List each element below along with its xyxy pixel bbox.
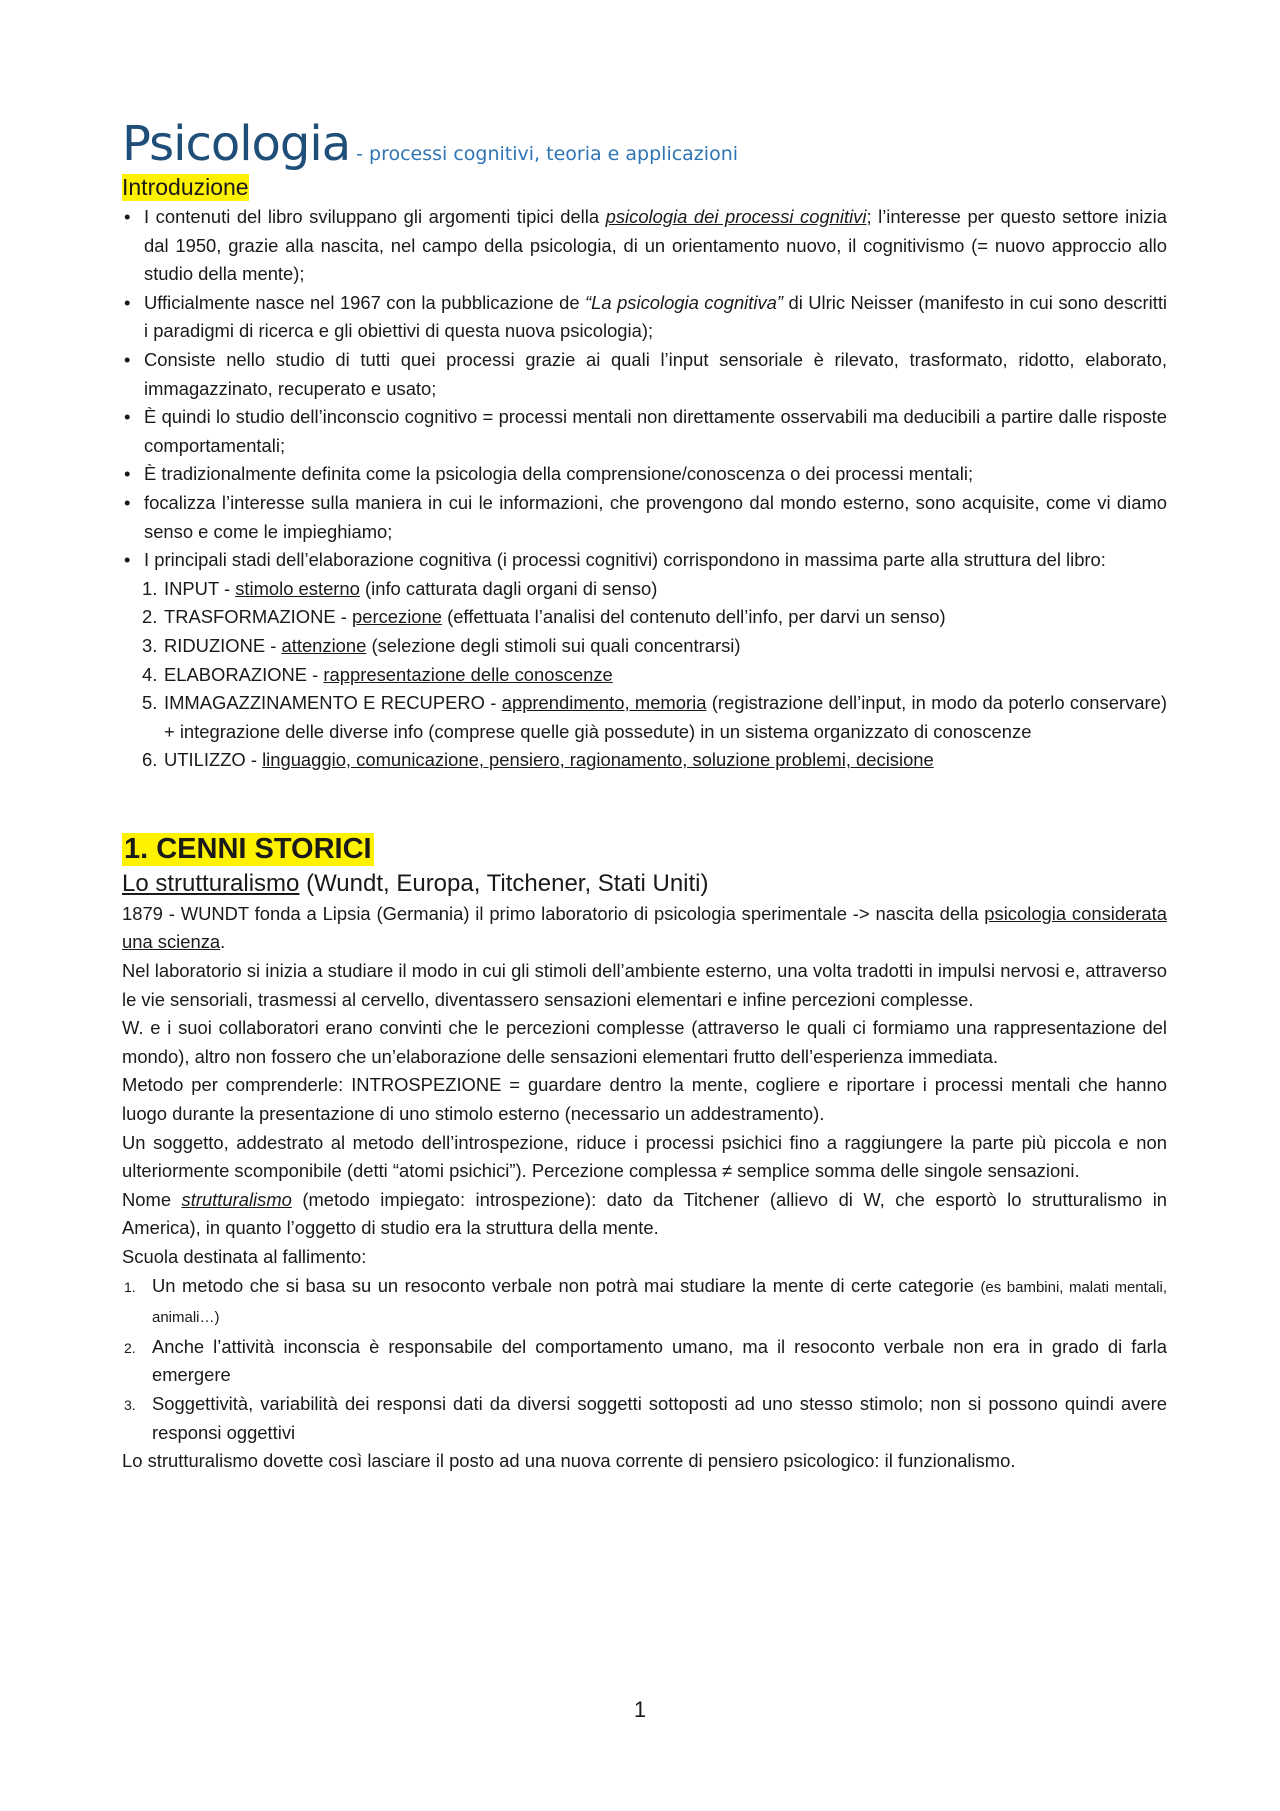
intro-heading: Introduzione bbox=[122, 174, 249, 200]
list-item: 6. UTILIZZO - linguaggio, comunicazione, pensiero, ragionamento, soluzione problemi, decisione bbox=[142, 749, 934, 771]
list-item: 2. TRASFORMAZIONE - percezione (effettuata l’analisi del contenuto dell’info, per darvi un senso) bbox=[142, 606, 946, 628]
list-item: 3. RIDUZIONE - attenzione (selezione degli stimoli sui quali concentrarsi) bbox=[142, 634, 741, 656]
document-title bbox=[122, 116, 1167, 172]
list-item: • focalizza l’interesse sulla maniera in cui le informazioni, che provengono dal mondo esterno, sono acquisite, come vi diamo senso e come le impieghiamo; bbox=[122, 489, 1167, 546]
list-item: • È tradizionalmente definita come la psicologia della comprensione/conoscenza o dei processi mentali; bbox=[122, 460, 1167, 489]
list-item: • Consiste nello studio di tutti quei processi grazie ai quali l’input sensoriale è rilevato, trasformato, ridotto, elaborato, immagazzinato, recuperato e usato; bbox=[122, 346, 1167, 403]
subsection-heading: Lo strutturalismo (Wundt, Europa, Titchener, Stati Uniti) bbox=[122, 869, 709, 897]
list-item: 5. IMMAGAZZINAMENTO E RECUPERO - apprendimento, memoria (registrazione dell’input, in modo da poterlo conservare) + integrazione delle diverse info (comprese quelle già possedute) in un sistema organizzato di conoscenze bbox=[142, 692, 1167, 742]
list-item: • È quindi lo studio dell’inconscio cognitivo = processi mentali non direttamente osservabili ma deducibili a partire dalle risposte comportamentali; bbox=[122, 403, 1167, 460]
stages-list bbox=[122, 575, 1167, 775]
paragraph: W. e i suoi collaboratori erano convinti che le percezioni complesse (attraverso le quali ci formiamo una rappresentazione del mondo), altro non fossero che un’elaborazione delle sensazioni elementari frutto dell’esperienza immediata. bbox=[122, 1017, 1167, 1067]
title-main: Psicologia bbox=[122, 116, 351, 172]
paragraph: Scuola destinata al fallimento: bbox=[122, 1246, 367, 1267]
paragraph: Lo strutturalismo dovette così lasciare il posto ad una nuova corrente di pensiero psicologico: il funzionalismo. bbox=[122, 1450, 1016, 1472]
list-item: • I contenuti del libro sviluppano gli argomenti tipici della psicologia dei processi cognitivi; l’interesse per questo settore inizia dal 1950, grazie alla nascita, nel campo della psicologia, di un orientamento nuovo, il cognitivismo (= nuovo approccio allo studio della mente); bbox=[122, 203, 1167, 289]
paragraph: Metodo per comprenderle: INTROSPEZIONE = guardare dentro la mente, cogliere e riportare i processi mentali che hanno luogo durante la presentazione di uno stimolo esterno (necessario un addestramento). bbox=[122, 1074, 1167, 1125]
paragraph: Nel laboratorio si inizia a studiare il modo in cui gli stimoli dell’ambiente esterno, una volta tradotti in impulsi nervosi e, attraverso le vie sensoriali, trasmessi al cervello, diventassero sensazioni elementari e infine percezioni complesse. bbox=[122, 960, 1167, 1010]
intro-bullet-list bbox=[122, 203, 1167, 575]
list-item: 3. Soggettività, variabilità dei responsi dati da diversi soggetti sottoposti ad uno stesso stimolo; non si possono quindi avere responsi oggettivi bbox=[124, 1392, 1167, 1443]
list-item: • I principali stadi dell’elaborazione cognitiva (i processi cognitivi) corrispondono in massima parte alla struttura del libro: bbox=[122, 546, 1167, 575]
document-page bbox=[122, 116, 1168, 1476]
failure-reasons-list bbox=[122, 1272, 1167, 1448]
paragraph: Nome strutturalismo (metodo impiegato: introspezione): dato da Titchener (allievo di W, che esportò lo strutturalismo in America), in quanto l’oggetto di studio era la struttura della mente. bbox=[122, 1188, 1168, 1239]
paragraph: Un soggetto, addestrato al metodo dell’introspezione, riduce i processi psichici fino a raggiungere la parte più piccola e non ulteriormente scomponibile (detti “atomi psichici”). Percezione complessa ≠ semplice somma delle singole sensazioni. bbox=[122, 1131, 1167, 1182]
list-item: 1. Un metodo che si basa su un resoconto verbale non potrà mai studiare la mente di certe categorie (es bambini, malati mentali, animali…) bbox=[124, 1274, 1167, 1327]
list-item: 1. INPUT - stimolo esterno (info catturata dagli organi di senso) bbox=[142, 577, 658, 599]
section-heading: 1. CENNI STORICI bbox=[124, 832, 372, 865]
paragraph: 1879 - WUNDT fonda a Lipsia (Germania) il primo laboratorio di psicologia sperimentale -> nascita della psicologia considerata una scienza. bbox=[122, 902, 1168, 953]
title-subtitle: - processi cognitivi, teoria e applicazioni bbox=[356, 143, 739, 165]
list-item: 2. Anche l’attività inconscia è responsabile del comportamento umano, ma il resoconto verbale non era in grado di farla emergere bbox=[124, 1335, 1167, 1386]
list-item: • Ufficialmente nasce nel 1967 con la pubblicazione de “La psicologia cognitiva” di Ulric Neisser (manifesto in cui sono descritti i paradigmi di ricerca e gli obiettivi di questa nuova psicologia); bbox=[122, 289, 1167, 346]
list-item: 4. ELABORAZIONE - rappresentazione delle conoscenze bbox=[142, 663, 613, 685]
page-number: 1 bbox=[633, 1697, 647, 1722]
section-body bbox=[122, 900, 1167, 1476]
